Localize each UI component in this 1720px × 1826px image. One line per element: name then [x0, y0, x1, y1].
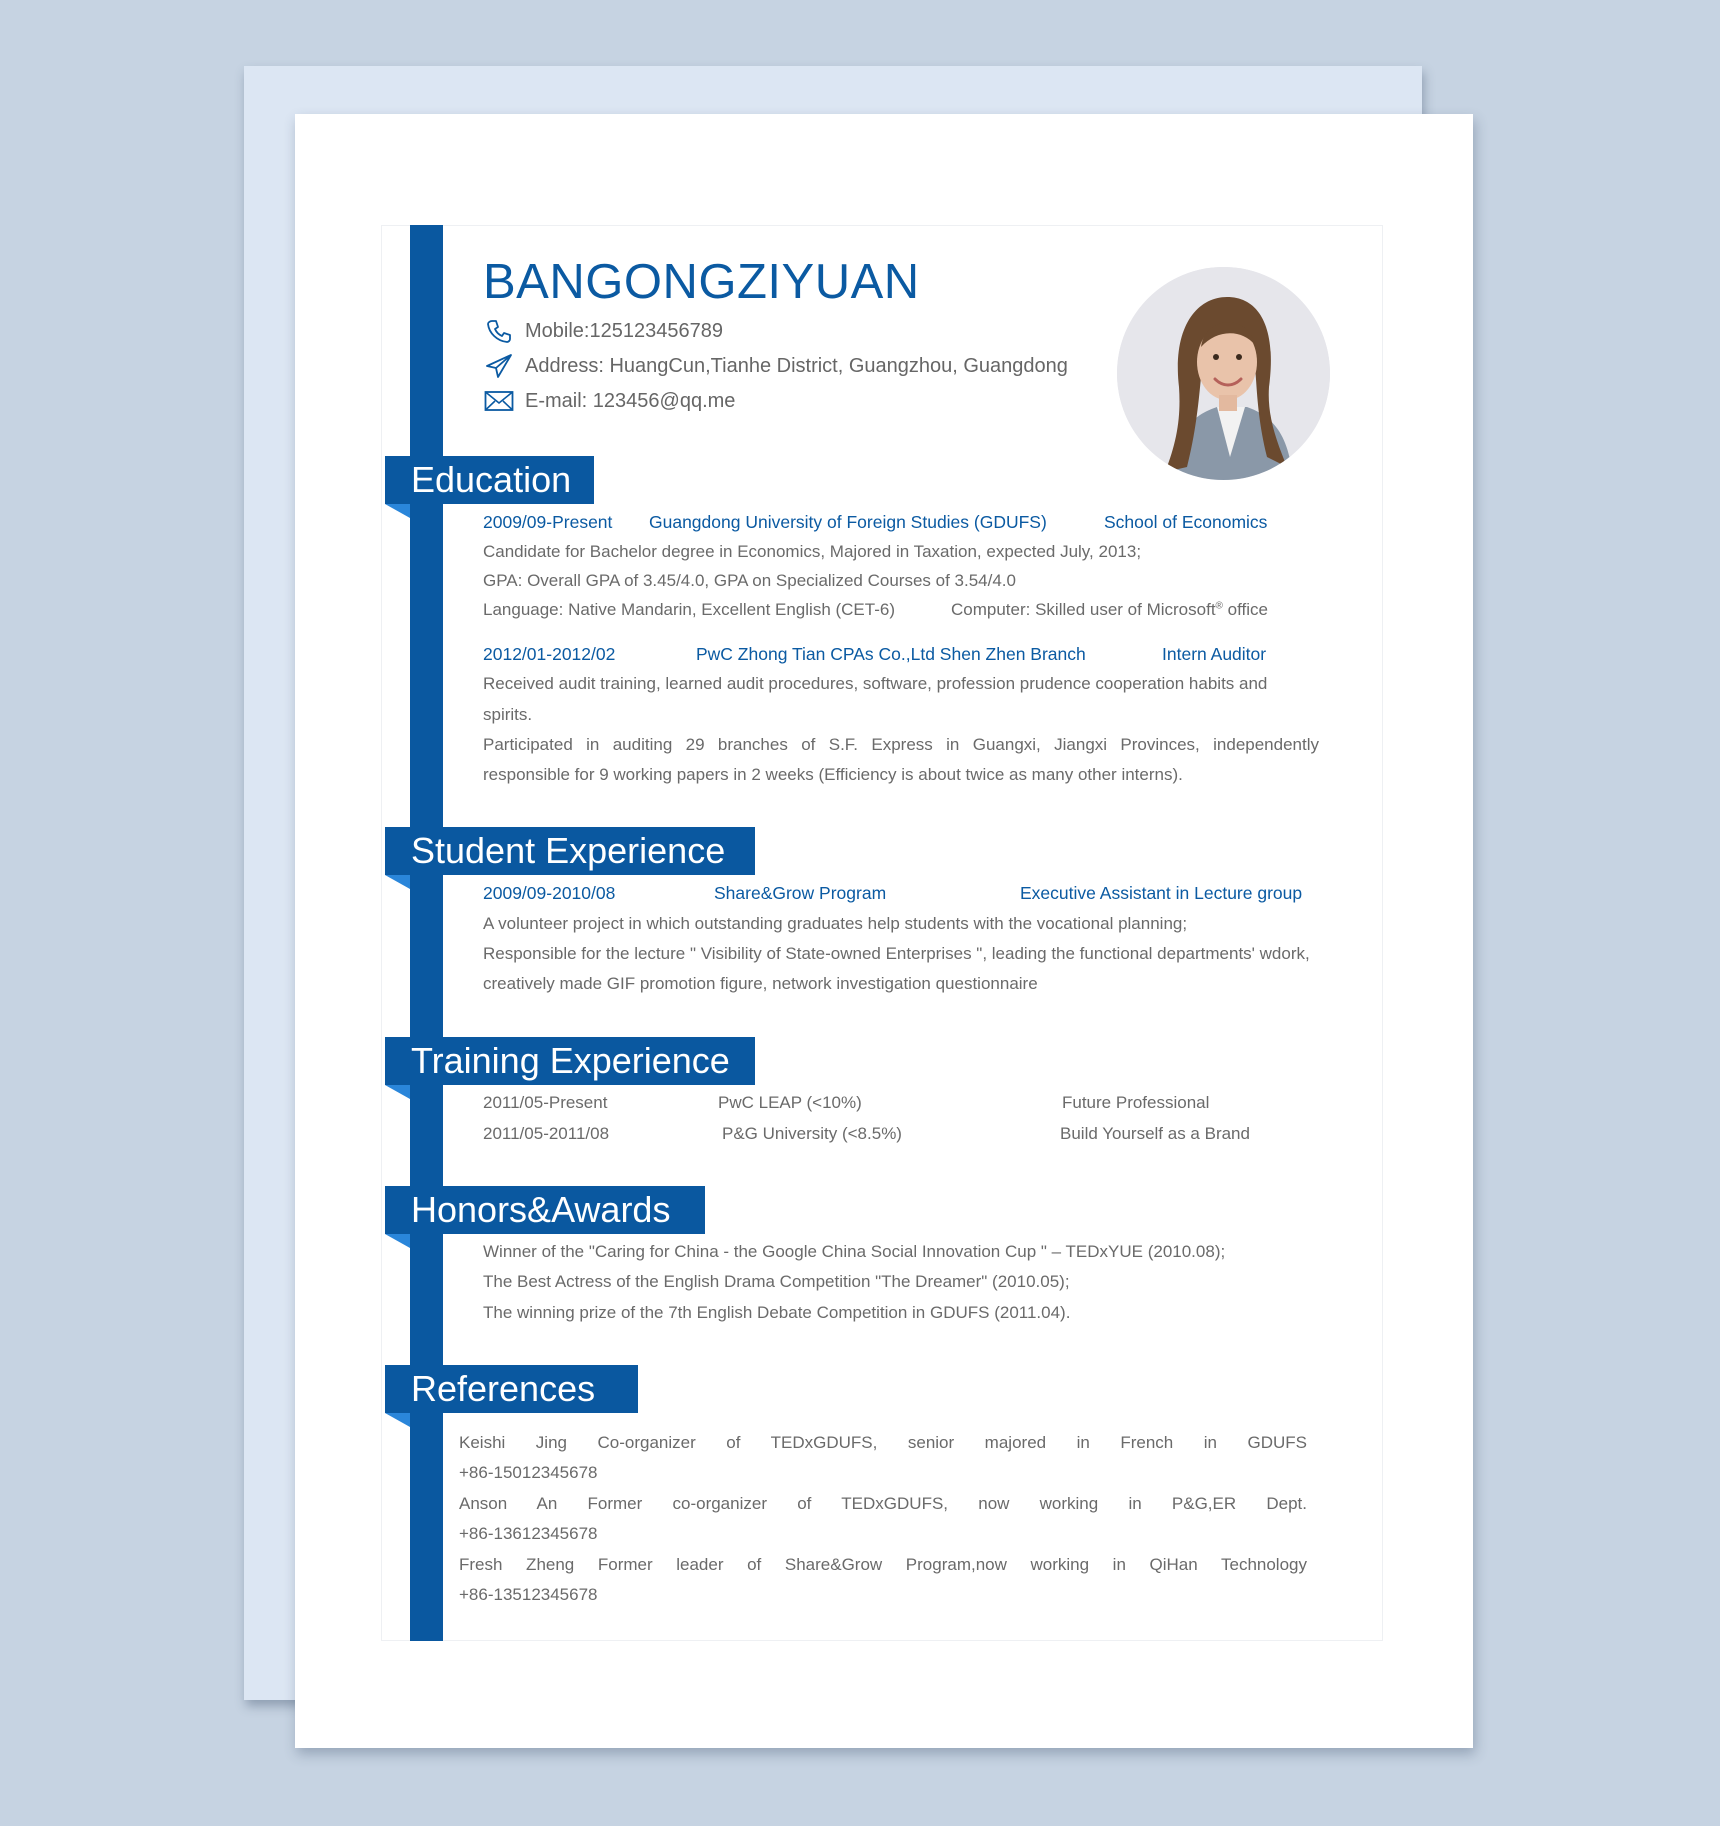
- edu-2-line: Participated in auditing 29 branches of S.F. Express in Guangxi, Jiangxi Provinces, independently: [483, 735, 1319, 754]
- training-program: P&G University (<8.5%): [722, 1124, 902, 1143]
- student-line: Responsible for the lecture " Visibility of State-owned Enterprises ", leading the functional departments' wdork,: [483, 944, 1310, 963]
- reference-line: Keishi Jing Co-organizer of TEDxGDUFS, senior majored in French in GDUFS: [459, 1433, 1307, 1452]
- resume-name: BANGONGZIYUAN: [483, 255, 920, 309]
- training-date: 2011/05-Present: [483, 1093, 608, 1112]
- envelope-icon: [483, 388, 515, 414]
- section-header-references: References: [385, 1365, 638, 1413]
- paper-plane-icon: [483, 353, 515, 379]
- contact-email: [483, 388, 735, 414]
- reference-line: Anson An Former co-organizer of TEDxGDUFS, now working in P&G,ER Dept.: [459, 1494, 1307, 1513]
- resume-page: [295, 114, 1473, 1748]
- edu-1-computer: Computer: Skilled user of Microsoft® office: [951, 600, 1268, 619]
- student-line: A volunteer project in which outstanding graduates help students with the vocational planning;: [483, 914, 1188, 933]
- ribbon-fold: [385, 1413, 410, 1427]
- reference-phone: +86-13612345678: [459, 1524, 598, 1543]
- section-header-student-experience: Student Experience: [385, 827, 755, 875]
- section-header-training-experience: Training Experience: [385, 1037, 755, 1085]
- ribbon-fold: [385, 504, 410, 518]
- ribbon-fold: [385, 875, 410, 889]
- student-line: creatively made GIF promotion figure, network investigation questionnaire: [483, 974, 1038, 993]
- section-header-education: Education: [385, 456, 594, 504]
- ribbon-fold: [385, 1085, 410, 1099]
- edu-2-role: Intern Auditor: [1162, 644, 1267, 664]
- training-desc: Build Yourself as a Brand: [1060, 1124, 1250, 1143]
- edu-2-line: spirits.: [483, 705, 533, 724]
- edu-2-line: responsible for 9 working papers in 2 weeks (Efficiency is about twice as many other interns).: [483, 765, 1183, 784]
- training-program: PwC LEAP (<10%): [718, 1093, 862, 1112]
- mobile-text: Mobile:125123456789: [525, 319, 723, 342]
- section-header-honors-awards: Honors&Awards: [385, 1186, 705, 1234]
- student-role: Executive Assistant in Lecture group: [1020, 883, 1303, 903]
- honor-item: Winner of the "Caring for China - the Google China Social Innovation Cup " – TEDxYUE (2010.08);: [483, 1242, 1226, 1261]
- contact-address: [483, 353, 1068, 379]
- reference-phone: +86-15012345678: [459, 1463, 598, 1482]
- address-text: Address: HuangCun,Tianhe District, Guangzhou, Guangdong: [525, 354, 1068, 377]
- ribbon-fold: [385, 1234, 410, 1248]
- edu-1-date: 2009/09-Present: [483, 512, 613, 532]
- honor-item: The winning prize of the 7th English Debate Competition in GDUFS (2011.04).: [483, 1303, 1071, 1322]
- edu-2-line: Received audit training, learned audit procedures, software, profession prudence cooperation habits and: [483, 674, 1268, 693]
- profile-photo: [1117, 267, 1330, 480]
- student-org: Share&Grow Program: [714, 883, 887, 903]
- phone-icon: [483, 318, 515, 344]
- email-text: E-mail: 123456@qq.me: [525, 389, 736, 412]
- reference-line: Fresh Zheng Former leader of Share&Grow Program,now working in QiHan Technology: [459, 1555, 1307, 1574]
- student-date: 2009/09-2010/08: [483, 883, 616, 903]
- edu-1-role: School of Economics: [1104, 512, 1268, 532]
- reference-phone: +86-13512345678: [459, 1585, 598, 1604]
- edu-2-date: 2012/01-2012/02: [483, 644, 616, 664]
- edu-1-line: GPA: Overall GPA of 3.45/4.0, GPA on Specialized Courses of 3.54/4.0: [483, 571, 1016, 590]
- edu-1-org: Guangdong University of Foreign Studies (GDUFS): [649, 512, 1047, 532]
- honor-item: The Best Actress of the English Drama Competition "The Dreamer" (2010.05);: [483, 1272, 1070, 1291]
- training-date: 2011/05-2011/08: [483, 1124, 610, 1143]
- edu-1-language: Language: Native Mandarin, Excellent English (CET-6): [483, 600, 895, 619]
- edu-2-org: PwC Zhong Tian CPAs Co.,Ltd Shen Zhen Branch: [696, 644, 1086, 664]
- contact-mobile: [483, 318, 723, 344]
- accent-bar: [410, 225, 443, 1641]
- training-desc: Future Professional: [1062, 1093, 1210, 1112]
- edu-1-line: Candidate for Bachelor degree in Economics, Majored in Taxation, expected July, 2013;: [483, 542, 1142, 561]
